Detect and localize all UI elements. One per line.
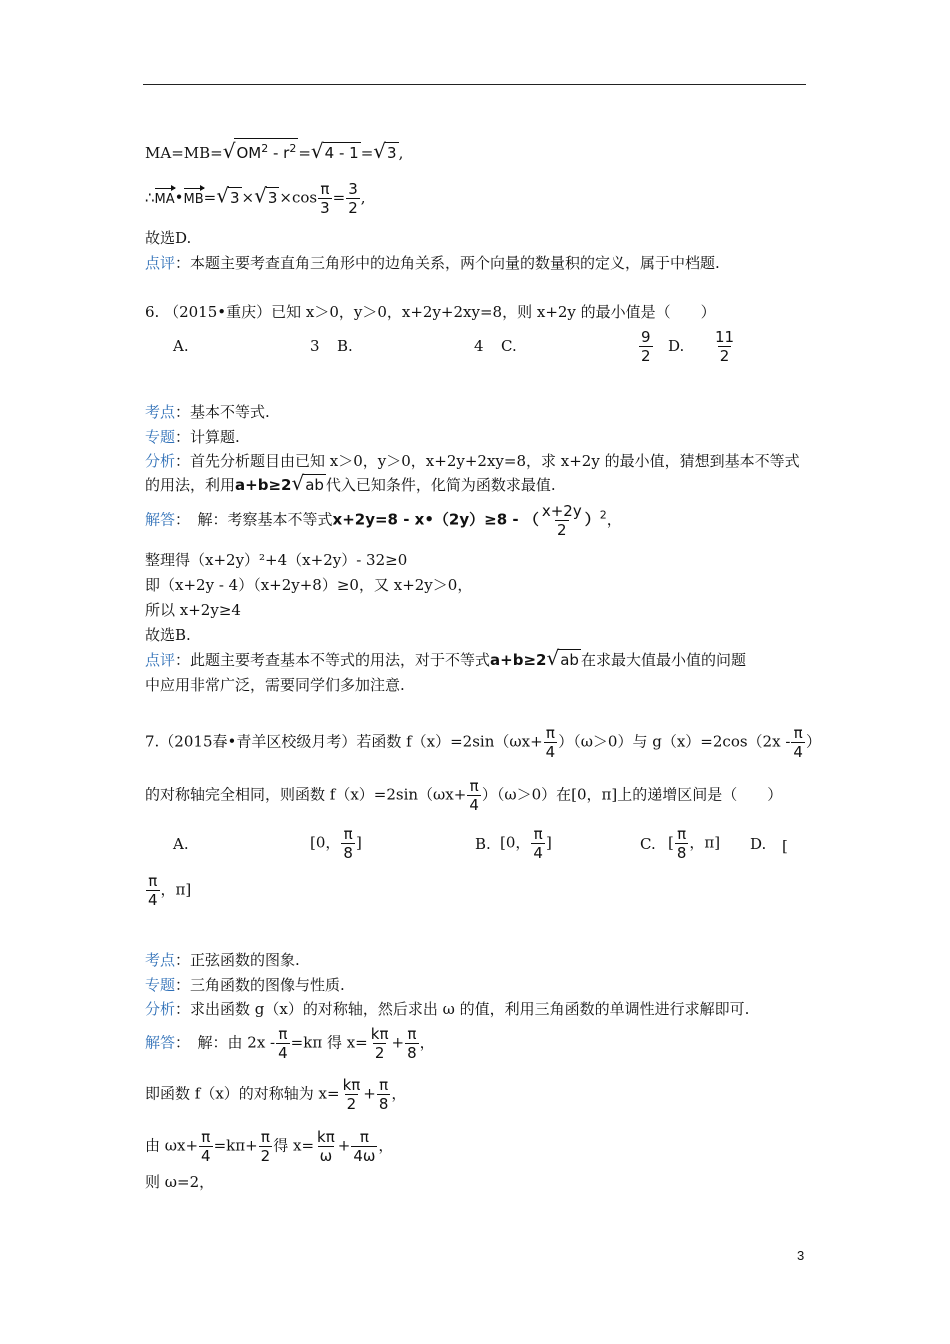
- fraction: [351, 1128, 377, 1165]
- text: ）（ω＞0）与 g（x）=2cos（2x -: [558, 732, 791, 751]
- pingping-label: 点评: [145, 651, 176, 669]
- pingping-line-2: 中应用非常广泛，需要同学们多加注意.: [145, 676, 405, 694]
- fenxi-line-2: [145, 473, 556, 495]
- text: ，: [419, 1033, 435, 1052]
- fraction: [675, 825, 689, 862]
- option-c-value: [668, 825, 720, 862]
- denominator: 4: [148, 891, 158, 909]
- text: ×: [241, 188, 255, 207]
- numerator: x+2y: [541, 502, 582, 520]
- numerator: π: [407, 1025, 417, 1043]
- jieda-line-1: [145, 502, 622, 539]
- text: [0，: [500, 833, 531, 852]
- text: ∴: [145, 188, 155, 207]
- sqrt-sign: √: [254, 183, 267, 208]
- dot-product-line: [145, 180, 366, 217]
- kaodian-text: ：基本不等式.: [175, 403, 270, 421]
- option-b-label: B.: [475, 835, 491, 853]
- exponent: 2: [599, 508, 607, 522]
- numerator: kπ: [342, 1076, 361, 1094]
- text: ：此题主要考查基本不等式的用法，对于不等式: [175, 651, 491, 669]
- numerator: π: [201, 1128, 211, 1146]
- denominator: 2: [556, 521, 567, 539]
- text: ，: [378, 1136, 394, 1155]
- text: ]: [355, 833, 362, 852]
- kaodian-line: [145, 402, 270, 422]
- expression: x+2y=8 - x•（2y）≥8 - （: [332, 510, 539, 529]
- text: =: [203, 188, 217, 207]
- jieda-line-3: [145, 1128, 393, 1165]
- option-a-value: [310, 825, 362, 862]
- fraction: [318, 180, 332, 217]
- jieda-line-4: 则 ω=2，: [145, 1173, 215, 1191]
- text: =: [360, 144, 374, 162]
- numerator: π: [260, 1128, 270, 1146]
- denominator: 4: [793, 743, 803, 761]
- option-d-label: D.: [668, 337, 685, 355]
- text: ： 解：由 2x -: [175, 1033, 276, 1052]
- sqrt-sign: √: [310, 139, 324, 163]
- kaodian-label: 考点: [145, 951, 176, 969]
- denominator: 2: [374, 1044, 385, 1062]
- text: 7.（2015春•青羊区校级月考）若函数 f（x）=2sin（ωx+: [145, 732, 543, 751]
- text: ，: [391, 1084, 407, 1103]
- numerator: π: [278, 1025, 288, 1043]
- radicand: ab: [560, 651, 579, 669]
- text: =: [332, 188, 346, 207]
- text: 的对称轴完全相同，则函数 f（x）=2sin（ωx+: [145, 785, 467, 804]
- ma-mb-line: [145, 138, 403, 163]
- radicand: $OM^2 - r^2$: [234, 138, 298, 163]
- text: ]: [545, 833, 552, 852]
- numerator: π: [533, 825, 543, 843]
- jieda-line-2: [145, 1076, 406, 1113]
- comment-label: 点评: [145, 254, 176, 272]
- zhuanti-label: 专题: [145, 428, 176, 446]
- fenxi-line-1: [145, 451, 800, 471]
- option-c-label: C.: [640, 835, 656, 853]
- option-a-value: 3: [310, 337, 320, 355]
- text: ，π]: [160, 880, 192, 899]
- zhuanti-text: ：计算题.: [175, 428, 240, 446]
- text: [: [782, 837, 788, 855]
- denominator: 4: [545, 743, 556, 761]
- fraction: [315, 1128, 337, 1165]
- option-d-label: D.: [750, 835, 767, 853]
- text: 即函数 f（x）的对称轴为 x=: [145, 1084, 340, 1103]
- text: +: [337, 1136, 351, 1155]
- denominator: 4: [278, 1044, 288, 1062]
- numerator: π: [545, 724, 555, 742]
- denominator: 3: [320, 199, 330, 217]
- option-a-label: A.: [173, 337, 189, 355]
- denominator: 2: [641, 347, 651, 365]
- fenxi-text: ：首先分析题目由已知 x＞0，y＞0，x+2y+2xy=8，求 x+2y 的最小值，猜想到基本不等式: [175, 452, 800, 470]
- question-6-options: [0, 328, 950, 372]
- radicand: 3: [267, 188, 278, 207]
- radicand: 3: [387, 144, 397, 162]
- comment-text: ：本题主要考查直角三角形中的边角关系，两个向量的数量积的定义，属于中档题.: [175, 254, 720, 272]
- text: =: [298, 144, 311, 162]
- option-d-fraction: [713, 328, 736, 365]
- vector-ma: MA: [155, 186, 175, 210]
- option-d-value: [145, 837, 788, 909]
- denominator: 8: [343, 844, 353, 862]
- fraction: [346, 180, 360, 217]
- fraction: [276, 1025, 290, 1062]
- question-7-options: [0, 824, 950, 868]
- fraction: [146, 872, 160, 909]
- step-3: 即（x+2y - 4）（x+2y+8）≥0，又 x+2y＞0，: [145, 576, 473, 594]
- option-b-value: [500, 825, 552, 862]
- text: OM: [236, 144, 262, 162]
- sqrt-sign: √: [216, 183, 229, 208]
- text: •: [174, 188, 184, 207]
- radicand: 3: [229, 188, 240, 207]
- choose-answer: 故选D.: [145, 229, 192, 247]
- text: ，π]: [689, 833, 721, 852]
- denominator: 4: [469, 796, 479, 814]
- denominator: 8: [378, 1095, 389, 1113]
- zhuanti-label: 专题: [145, 976, 176, 994]
- denominator: 2: [719, 347, 730, 365]
- denominator: 4ω: [353, 1147, 376, 1165]
- inequality: a+b≥2: [490, 651, 547, 669]
- text: +: [391, 1033, 405, 1052]
- numerator: π: [320, 180, 330, 198]
- option-c-fraction: [639, 328, 653, 365]
- text: 由 ωx+: [145, 1136, 199, 1155]
- question-7-stem-2: [145, 777, 782, 814]
- sqrt-sign: √: [222, 139, 236, 163]
- step-2: 整理得（x+2y）²+4（x+2y）- 32≥0: [145, 551, 408, 569]
- numerator: 3: [348, 180, 358, 198]
- sqrt-sign: √: [373, 139, 387, 163]
- numerator: 11: [715, 328, 735, 346]
- denominator: 4: [201, 1147, 211, 1165]
- numerator: π: [793, 724, 803, 742]
- numerator: kπ: [317, 1128, 335, 1146]
- fraction: [341, 825, 355, 862]
- fenxi-text: ：求出函数 g（x）的对称轴，然后求出 ω 的值，利用三角函数的单调性进行求解即可.: [175, 1000, 750, 1018]
- numerator: π: [677, 825, 687, 843]
- text: [0，: [310, 833, 341, 852]
- text: +: [363, 1084, 376, 1103]
- numerator: kπ: [370, 1025, 389, 1043]
- numerator: π: [469, 777, 479, 795]
- kaodian-label: 考点: [145, 403, 176, 421]
- denominator: 2: [346, 1095, 357, 1113]
- zhuanti-line: [145, 975, 345, 995]
- radicand: ab: [305, 476, 324, 494]
- fenxi-label: 分析: [145, 452, 176, 470]
- denominator: 2: [260, 1147, 271, 1165]
- text: ）（ω＞0）在[0，π]上的递增区间是（ ）: [481, 785, 783, 804]
- fenxi-line: [145, 999, 749, 1019]
- text: 得 x=: [273, 1136, 315, 1155]
- radicand: 4 - 1: [324, 144, 359, 162]
- header-rule: [143, 84, 806, 85]
- text: ）: [805, 732, 821, 751]
- numerator: π: [379, 1076, 389, 1094]
- jieda-line-1: [145, 1025, 435, 1062]
- numerator: π: [343, 825, 353, 843]
- text: ,: [360, 188, 366, 207]
- text: MA=MB=: [145, 144, 223, 162]
- kaodian-line: [145, 950, 300, 970]
- sqrt-sign: √: [546, 646, 560, 670]
- fenxi-label: 分析: [145, 1000, 176, 1018]
- fraction: [467, 777, 481, 814]
- text: ）: [584, 510, 600, 529]
- fraction: [369, 1025, 391, 1062]
- inequality: a+b≥2: [235, 476, 292, 494]
- question-6-stem: 6. （2015•重庆）已知 x＞0，y＞0，x+2y+2xy=8，则 x+2y 的最小值是（ ）: [145, 303, 716, 321]
- fraction: [544, 724, 558, 761]
- numerator: 9: [641, 328, 651, 346]
- fraction: [377, 1076, 391, 1113]
- numerator: π: [359, 1128, 369, 1146]
- sqrt-sign: √: [291, 471, 305, 495]
- step-4: 所以 x+2y≥4: [145, 601, 241, 619]
- text: ，: [606, 510, 622, 529]
- text: ： 解：考察基本不等式: [175, 510, 333, 529]
- pingping-line-1: [145, 648, 746, 670]
- step-5: 故选B.: [145, 626, 191, 644]
- jieda-label: 解答: [145, 1033, 176, 1052]
- text: ,: [398, 144, 404, 162]
- zhuanti-line: [145, 427, 240, 447]
- denominator: 4: [533, 844, 543, 862]
- text: 的用法，利用: [145, 476, 236, 494]
- fraction: [405, 1025, 419, 1062]
- numerator: π: [148, 872, 158, 890]
- vector-mb: MB: [184, 186, 204, 210]
- denominator: ω: [319, 1147, 333, 1165]
- fraction: [531, 825, 545, 862]
- denominator: 8: [676, 844, 687, 862]
- text: 代入已知条件，化简为函数求最值.: [325, 476, 556, 494]
- fraction: [199, 1128, 213, 1165]
- comment-line: [145, 253, 720, 273]
- kaodian-text: ：正弦函数的图象.: [175, 951, 300, 969]
- fraction: [341, 1076, 363, 1113]
- jieda-label: 解答: [145, 510, 176, 529]
- text: =kπ 得 x=: [290, 1033, 368, 1052]
- option-a-label: A.: [173, 835, 189, 853]
- option-c-label: C.: [501, 337, 517, 355]
- denominator: 2: [348, 199, 358, 217]
- text: 在求最大值最小值的问题: [580, 651, 746, 669]
- denominator: 8: [407, 1044, 417, 1062]
- option-b-label: B.: [337, 337, 353, 355]
- question-7-stem-1: [145, 724, 821, 761]
- zhuanti-text: ：三角函数的图像与性质.: [175, 976, 345, 994]
- text: - r: [268, 144, 290, 162]
- option-b-value: 4: [474, 337, 484, 355]
- fraction: [259, 1128, 273, 1165]
- fraction: [540, 502, 584, 539]
- text: =kπ+: [213, 1136, 258, 1155]
- fraction: [791, 724, 805, 761]
- text: [: [668, 833, 674, 852]
- page-number: 3: [797, 1248, 805, 1263]
- text: ×cos: [279, 188, 318, 207]
